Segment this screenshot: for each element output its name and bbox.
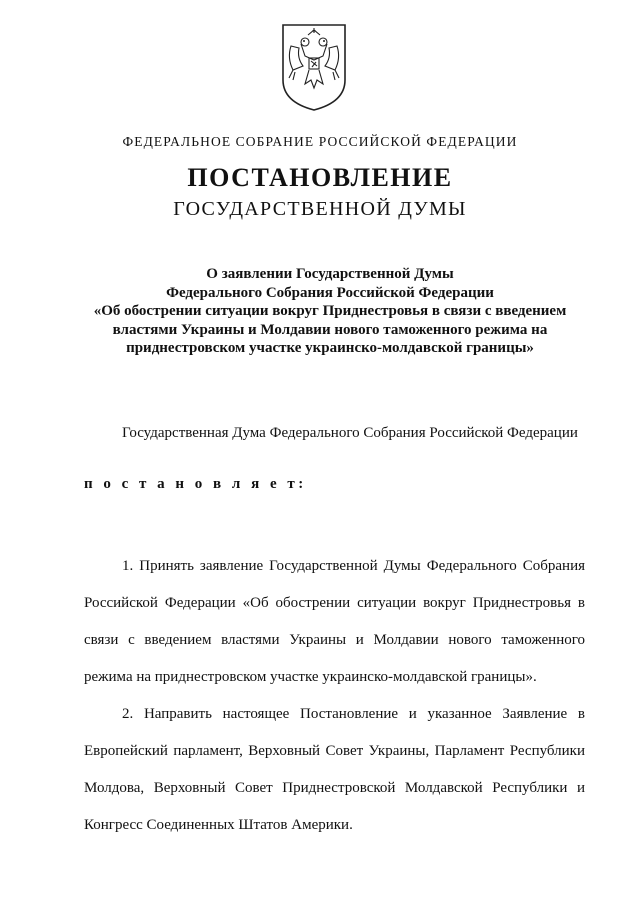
document-type-title: ПОСТАНОВЛЕНИЕ xyxy=(187,163,453,192)
heading-line: приднестровском участке украинско-молдавской границы» xyxy=(126,340,534,356)
preamble-paragraph: Государственная Дума Федерального Собрания Российской Федерации xyxy=(122,425,578,441)
spacer xyxy=(84,503,585,548)
double-headed-eagle-icon xyxy=(279,22,349,112)
document-heading xyxy=(80,265,580,358)
heading-line: Федерального Собрания Российской Федерации xyxy=(166,284,494,301)
organization-name: ФЕДЕРАЛЬНОЕ СОБРАНИЕ РОССИЙСКОЙ ФЕДЕРАЦИИ xyxy=(122,134,518,149)
resolves-label: п о с т а н о в л я е т: xyxy=(84,476,307,492)
resolution-item-1: 1. Принять заявление Государственной Думы Федерального Собрания Российской Федерации «Об обострении ситуации вокруг Приднестровья в связи с введением властями Украины и Молдавии нового таможенного режима на приднестровском участке украинско-молдавской границы». xyxy=(84,558,585,685)
document-body xyxy=(84,415,585,844)
heading-line: властями Украины и Молдавии нового таможенного режима на xyxy=(112,321,548,338)
heading-line: О заявлении Государственной Думы xyxy=(206,266,454,282)
issuing-body-subtitle: ГОСУДАРСТВЕННОЙ ДУМЫ xyxy=(173,198,467,220)
resolution-item-2: 2. Направить настоящее Постановление и указанное Заявление в Европейский парламент, Верховный Совет Украины, Парламент Республики Молдова, Верховный Совет Приднестровской Молдавской Республики и Конгресс Соединенных Штатов Америки. xyxy=(84,706,585,833)
heading-line: «Об обострении ситуации вокруг Приднестровья в связи с введением xyxy=(93,303,567,319)
coat-of-arms-icon xyxy=(279,22,349,112)
